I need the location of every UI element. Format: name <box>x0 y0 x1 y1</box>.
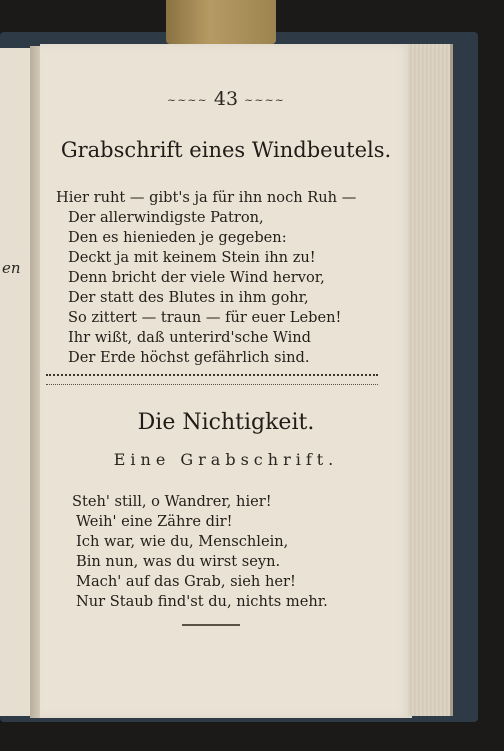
epitaph2-poem <box>72 492 402 612</box>
poem-line: So zittert — traun — für euer Leben! <box>68 309 342 326</box>
poem-line: Deckt ja mit keinem Stein ihn zu! <box>68 249 316 266</box>
end-rule <box>182 624 240 626</box>
poem-line: Weih' eine Zähre dir! <box>76 513 233 530</box>
page-header <box>40 88 412 110</box>
poem-line: Der Erde höchst gefährlich sind. <box>68 349 310 366</box>
poem-line: Der statt des Blutes in ihm gohr, <box>68 289 309 306</box>
left-page-text-fragment: en <box>2 259 21 277</box>
poem-line: Mach' auf das Grab, sieh her! <box>76 573 296 590</box>
poem-line: Ihr wißt, daß unterird'sche Wind <box>68 329 312 346</box>
ornamental-divider <box>46 374 378 385</box>
poem-line: Hier ruht — gibt's ja für ihn noch Ruh — <box>56 189 357 206</box>
page-edges <box>408 44 453 716</box>
bookmark-ribbon <box>166 0 276 44</box>
epitaph1-title: Grabschrift eines Windbeutels. <box>60 138 392 162</box>
poem-line: Nur Staub find'st du, nichts mehr. <box>76 593 328 610</box>
epitaph2-title: Die Nichtigkeit. <box>137 410 315 435</box>
left-page <box>0 48 32 716</box>
poem-line: Den es hienieden je gegeben: <box>68 229 287 246</box>
poem-line: Denn bricht der viele Wind hervor, <box>68 269 325 286</box>
poem-line: Der allerwindigste Patron, <box>68 209 264 226</box>
page-number: 43 <box>213 88 239 110</box>
poem-line: Steh' still, o Wandrer, hier! <box>72 493 272 510</box>
epitaph1-poem <box>56 188 406 368</box>
poem-line: Bin nun, was du wirst seyn. <box>76 553 281 570</box>
epitaph2-subtitle: Eine Grabschrift. <box>113 450 339 469</box>
ornament-right: ~~~~ <box>244 93 286 107</box>
ornament-left: ~~~~ <box>166 93 208 107</box>
poem-line: Ich war, wie du, Menschlein, <box>76 533 289 550</box>
